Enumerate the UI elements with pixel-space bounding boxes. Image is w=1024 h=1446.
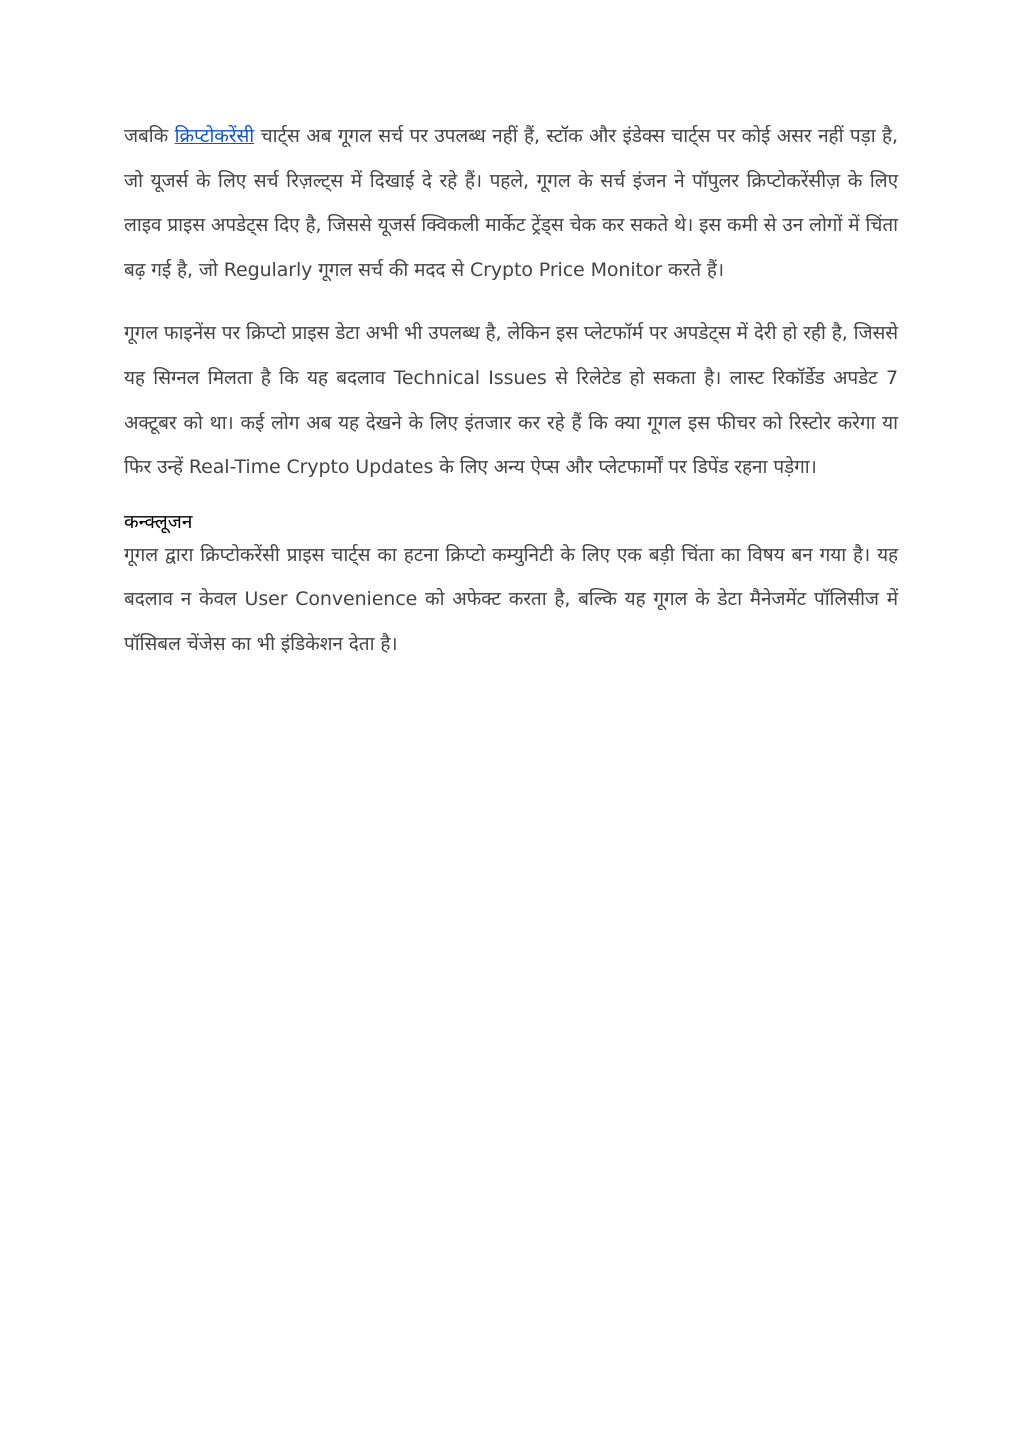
paragraph-google-finance: गूगल फाइनेंस पर क्रिप्टो प्राइस डेटा अभी भी उपलब्ध है, लेकिन इस प्लेटफॉर्म पर अपडेट्स में देरी हो रही है, जिससे यह सिग्नल मिलता है कि यह बदलाव Technical Issues से रिलेटेड हो सकता है। लास्ट रिकॉर्डेड अपडेट 7 अक्टूबर को था। कई लोग अब यह देखने के लिए इंतजार कर रहे हैं कि क्या गूगल इस फीचर को रिस्टोर करेगा या फिर उन्हें Real-Time Crypto Updates के लिए अन्य ऐप्स और प्लेटफार्मों पर डिपेंड रहना पड़ेगा। xyxy=(124,322,898,479)
paragraph-intro xyxy=(124,114,898,292)
cryptocurrency-link[interactable]: क्रिप्टोकरेंसी xyxy=(174,125,255,147)
paragraph-intro-rest: चार्ट्स अब गूगल सर्च पर उपलब्ध नहीं हैं, स्टॉक और इंडेक्स चार्ट्स पर कोई असर नहीं पड़ा है, जो यूजर्स के लिए सर्च रिज़ल्ट्स में दिखाई दे रहे हैं। पहले, गूगल के सर्च इंजन ने पॉपुलर क्रिप्टोकरेंसीज़ के लिए लाइव प्राइस अपडेट्स दिए है, जिससे यूजर्स क्विकली मार्केट ट्रेंड्स चेक कर सकते थे। इस कमी से उन लोगों में चिंता बढ़ गई है, जो Regularly गूगल सर्च की मदद से Crypto Price Monitor करते हैं। xyxy=(124,125,898,281)
paragraph-conclusion: गूगल द्वारा क्रिप्टोकरेंसी प्राइस चार्ट्स का हटना क्रिप्टो कम्युनिटी के लिए एक बड़ी चिंता का विषय बन गया है। यह बदलाव न केवल User Convenience को अफेक्ट करता है, बल्कि यह गूगल के डेटा मैनेजमेंट पॉलिसीज में पॉसिबल चेंजेस का भी इंडिकेशन देता है। xyxy=(124,543,898,655)
section-heading-conclusion: कन्क्लूजन xyxy=(124,510,193,533)
document-page xyxy=(124,114,898,686)
paragraph-intro-lead: जबकि xyxy=(124,125,175,147)
